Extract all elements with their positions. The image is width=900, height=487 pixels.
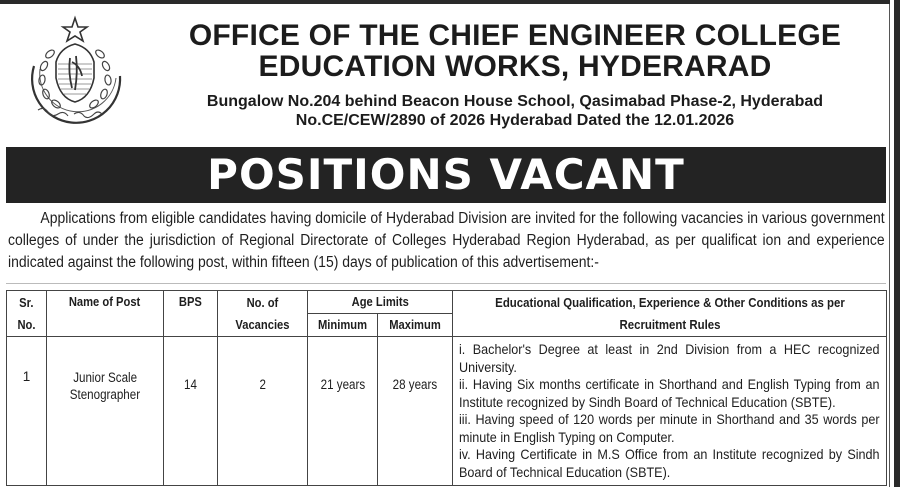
header-minimum-label: Minimum (317, 317, 368, 332)
header-age-limits (308, 291, 453, 314)
table-row (7, 337, 887, 486)
header-no-of-vacancies (218, 291, 308, 337)
condition-item: ii. Having Six months certificate in Shorthand and English Typing from an Institute recognized by Sindh Board of Technical Education (SBTE). (459, 376, 880, 410)
header-bps (164, 291, 218, 337)
header-sr-line1: Sr. (19, 294, 34, 310)
header-name-of-post (47, 291, 164, 337)
header-vacancies-line1: No. of (246, 294, 279, 310)
header-sr-no (7, 291, 47, 337)
condition-item: iii. Having speed of 120 words per minute in Shorthand and 35 words per minute in English Typing on Computer. (459, 411, 880, 445)
cell-age-max-value: 28 years (392, 377, 438, 392)
intro-text: Applications from eligible candidates having domicile of Hyderabad Division are invited for the following vacancies in various government colleges of under the jurisdiction of Regional Directorate of Colleges Hyderabad Region Hyderabad, as per qualificat ion and experience indicated against the following post, within fifteen (15) days of publication of this advertisement:- (8, 210, 885, 271)
cell-age-max (378, 337, 453, 486)
divider (6, 283, 886, 284)
positions-vacant-banner: POSITIONS VACANT (6, 147, 886, 203)
header-vacancies-line2: Vacancies (235, 316, 290, 332)
cell-bps (164, 337, 218, 486)
office-title (140, 20, 890, 82)
cell-sr: 1 (7, 337, 47, 486)
header-qualification-label: Educational Qualification, Experience & Other Conditions as per Recruitment Rules (494, 294, 845, 332)
cell-vacancies (218, 337, 308, 486)
table-header-row (7, 291, 887, 314)
top-border (0, 0, 900, 4)
cell-post (47, 337, 164, 486)
header-maximum-label: Maximum (389, 317, 441, 332)
header-maximum (378, 314, 453, 337)
header-minimum (308, 314, 378, 337)
office-address: Bungalow No.204 behind Beacon House School, Qasimabad Phase-2, Hyderabad (206, 93, 824, 110)
header-sr-line2: No. (17, 316, 36, 332)
cell-post-line2: Stenographer (69, 387, 141, 402)
government-of-sindh-emblem-icon (20, 14, 130, 132)
cell-bps-value: 14 (184, 377, 197, 392)
cell-age-min (308, 337, 378, 486)
header-qualification (453, 291, 887, 337)
condition-item: iv. Having Certificate in M.S Office from an Institute recognized by Sindh Board of Technical Education (SBTE). (459, 446, 880, 480)
header-bps-label: BPS (178, 294, 202, 309)
right-border-gap (890, 0, 894, 487)
office-title-line2: EDUCATION WORKS, HYDERARAD (258, 50, 772, 83)
cell-post-line1: Junior Scale (73, 370, 137, 385)
vacancies-table (6, 290, 887, 486)
header-age-limits-label: Age Limits (351, 294, 409, 309)
cell-vacancies-value: 2 (259, 377, 266, 392)
cell-conditions (453, 337, 887, 486)
intro-paragraph (8, 208, 885, 274)
header-name-of-post-label: Name of Post (69, 294, 141, 309)
condition-item: i. Bachelor's Degree at least in 2nd Division from a HEC recognized University. (459, 341, 880, 375)
cell-age-min-value: 21 years (320, 377, 365, 392)
office-title-line1: OFFICE OF THE CHIEF ENGINEER COLLEGE (188, 19, 842, 52)
reference-number: No.CE/CEW/2890 of 2026 Hyderabad Dated the 12.01.2026 (295, 112, 735, 129)
right-border-thick (894, 0, 900, 487)
